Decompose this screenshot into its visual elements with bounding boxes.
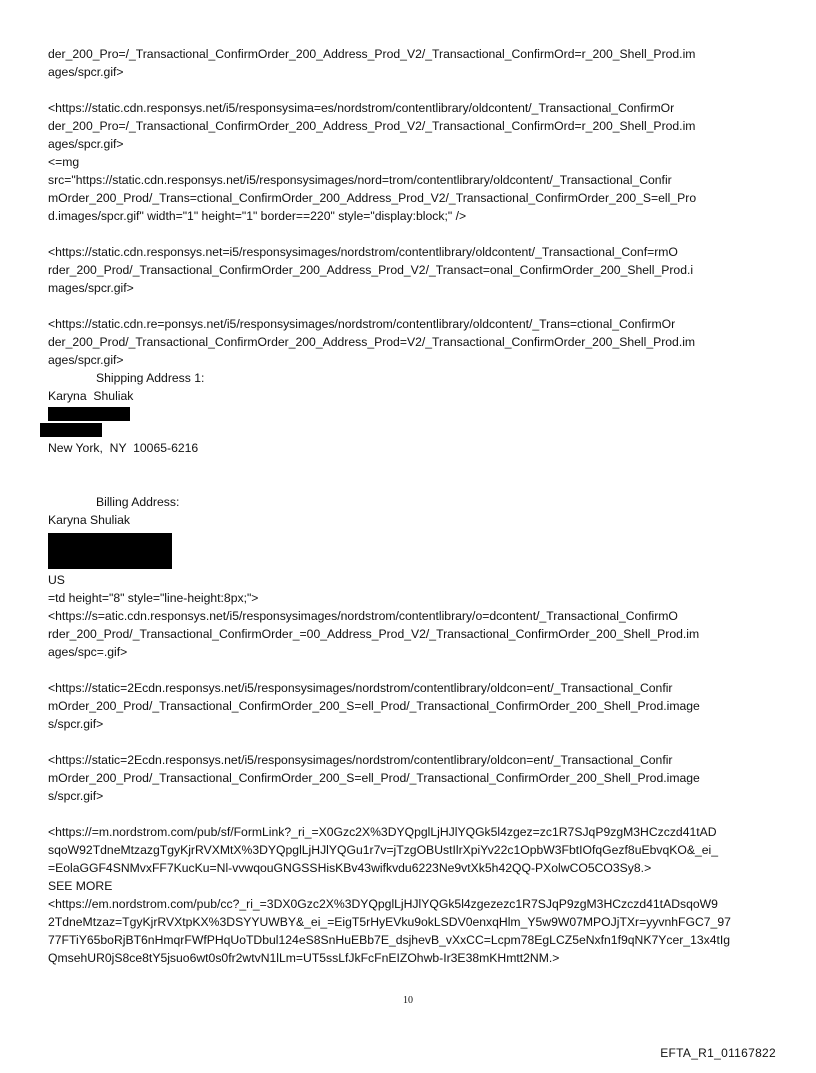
text-line: der_200_Pro=/_Transactional_ConfirmOrder_200_Address_Prod_V2/_Transactional_ConfirmOrd=r_200_Shell_Prod.im: [48, 119, 696, 133]
shipping-heading: Shipping Address 1:: [96, 371, 205, 385]
text-line: sqoW92TdneMtzazgTgyKjrRVXMtX%3DYQpglLjHJlYQGu1r7v=jTzgOBUstIlrXpiYv22c1OpbW3FbtIOfqGezf8uEbvqKO&_ei_: [48, 843, 719, 857]
text-line: s/spcr.gif>: [48, 717, 104, 731]
text-line: mOrder_200_Prod/_Trans=ctional_ConfirmOrder_200_Address_Prod_V2/_Transactional_ConfirmOrder_200_S=ell_Pro: [48, 191, 697, 205]
text-line: mages/spcr.gif>: [48, 281, 134, 295]
text-line: s/spcr.gif>: [48, 789, 104, 803]
text-line: <=mg: [48, 155, 80, 169]
shipping-address: [48, 369, 772, 457]
td-markup-line: =td height="8" style="line-height:8px;">: [48, 591, 259, 605]
text-line: <https://static.cdn.re=ponsys.net/i5/responsysimages/nordstrom/contentlibrary/oldcontent/_Trans=ctional_ConfirmOr: [48, 317, 676, 331]
url-block-8: [48, 823, 772, 967]
redaction-box: [48, 533, 172, 569]
text-line: =EolaGGF4SNMvxFF7KucKu=Nl-vvwqouGNGSSHisKBv43wifkvdu6223Ne9vtXk5h42QQ-PXolwCO5CO3Sy8.>: [48, 861, 652, 875]
text-line: 2TdneMtzaz=TgyKjrRVXtpKX%3DSYYUWBY&_ei_=EigT5rHyEVku9okLSDV0enxqHlm_Y5w9W07MPOJjTXr=yyvnhFGC7_97: [48, 915, 731, 929]
url-block-3: [48, 243, 772, 297]
document-body: [48, 45, 772, 967]
url-block-4: [48, 315, 772, 369]
text-line: src="https://static.cdn.responsys.net/i5/responsysimages/nord=trom/contentlibrary/oldcontent/_Transactional_Confir: [48, 173, 672, 187]
text-line: mOrder_200_Prod/_Transactional_ConfirmOrder_200_S=ell_Prod/_Transactional_ConfirmOrder_200_Shell_Prod.image: [48, 771, 700, 785]
text-line: der_200_Prod/_Transactional_ConfirmOrder_200_Address_Prod=V2/_Transactional_ConfirmOrder_200_Shell_Prod.im: [48, 335, 696, 349]
redaction-box: [40, 423, 102, 437]
text-line: <https://static=2Ecdn.responsys.net/i5/responsysimages/nordstrom/contentlibrary/oldcon=ent/_Transactional_Confir: [48, 681, 673, 695]
page-number: 10: [403, 995, 413, 1006]
text-line: QmsehUR0jS8ce8tY5jsuo6wt0s0fr2wtvN1lLm=UT5ssLfJkFcFnEIZOhwb-Ir3E38mKHmtt2NM.>: [48, 951, 560, 965]
text-line: <https://s=atic.cdn.responsys.net/i5/responsysimages/nordstrom/contentlibrary/o=dcontent/_Transactional_ConfirmO: [48, 609, 678, 623]
billing-address: [48, 493, 772, 607]
text-line: ages/spc=.gif>: [48, 645, 128, 659]
url-block-6: [48, 679, 772, 733]
text-line: ages/spcr.gif>: [48, 353, 124, 367]
shipping-city-line: New York, NY 10065-6216: [48, 441, 199, 455]
text-line: <https://em.nordstrom.com/pub/cc?_ri_=3DX0Gzc2X%3DYQpglLjHJlYQGk5l4zgezezc1R7SJqP9zgM3HCzczd41tADsqoW9: [48, 897, 718, 911]
billing-heading: Billing Address:: [96, 495, 180, 509]
text-line: <https://=m.nordstrom.com/pub/sf/FormLink?_ri_=X0Gzc2X%3DYQpglLjHJlYQGk5l4zgez=zc1R7SJqP9zgM3HCzczd41tAD: [48, 825, 717, 839]
url-block-2: [48, 99, 772, 225]
billing-name: Karyna Shuliak: [48, 513, 130, 527]
shipping-name: Karyna Shuliak: [48, 389, 134, 403]
bates-number: EFTA_R1_01167822: [660, 1046, 776, 1060]
text-line: <https://static.cdn.responsys.net/i5/responsysima=es/nordstrom/contentlibrary/oldcontent/_Transactional_ConfirmOr: [48, 101, 675, 115]
text-line: <https://static=2Ecdn.responsys.net/i5/responsysimages/nordstrom/contentlibrary/oldcon=ent/_Transactional_Confir: [48, 753, 673, 767]
redaction-box: [48, 407, 130, 421]
url-block-1: [48, 45, 772, 81]
text-line: rder_200_Prod/_Transactional_ConfirmOrder_200_Address_Prod_V2/_Transact=onal_ConfirmOrder_200_Shell_Prod.i: [48, 263, 694, 277]
text-line: <https://static.cdn.responsys.net=i5/responsysimages/nordstrom/contentlibrary/oldcontent/_Transactional_Conf=rmO: [48, 245, 678, 259]
billing-country: US: [48, 573, 65, 587]
text-line: ages/spcr.gif>: [48, 137, 124, 151]
text-line: 77FTiY65boRjBT6nHmqrFWfPHqUoTDbul124eS8SnHuEBb7E_dsjhevB_vXxCC=Lcpm78EgLCZ5eNxfn1f9qNK7Ycer_13x4tIg: [48, 933, 731, 947]
text-line: rder_200_Prod/_Transactional_ConfirmOrder_=00_Address_Prod_V2/_Transactional_ConfirmOrder_200_Shell_Prod.im: [48, 627, 700, 641]
text-line: mOrder_200_Prod/_Transactional_ConfirmOrder_200_S=ell_Prod/_Transactional_ConfirmOrder_200_Shell_Prod.image: [48, 699, 700, 713]
text-line: ages/spcr.gif>: [48, 65, 124, 79]
text-line: d.images/spcr.gif" width="1" height="1" border==220" style="display:block;" />: [48, 209, 467, 223]
url-block-7: [48, 751, 772, 805]
see-more-text: SEE MORE: [48, 879, 113, 893]
url-block-5: [48, 607, 772, 661]
text-line: der_200_Pro=/_Transactional_ConfirmOrder_200_Address_Prod_V2/_Transactional_ConfirmOrd=r_200_Shell_Prod.im: [48, 47, 696, 61]
